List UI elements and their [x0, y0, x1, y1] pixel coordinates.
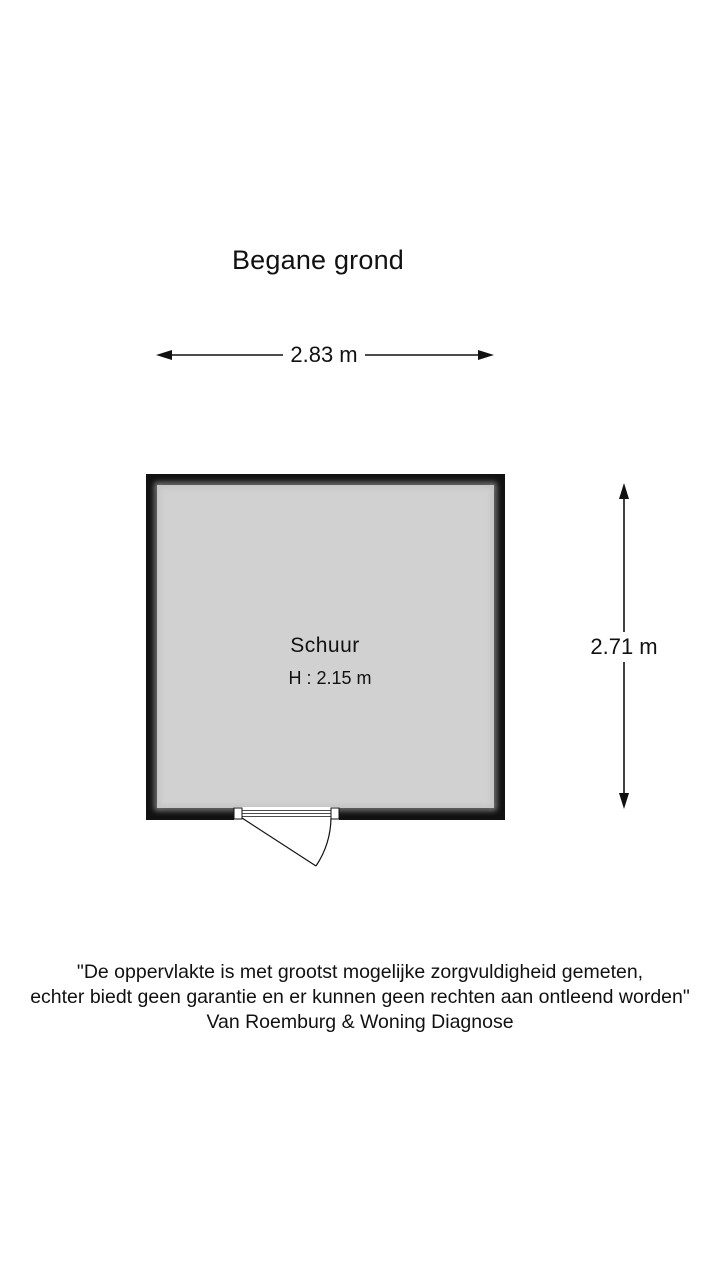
width-dimension-label: 2.83 m: [283, 340, 365, 370]
room-name: Schuur: [290, 634, 360, 657]
room-height: H : 2.15 m: [288, 668, 372, 688]
height-dimension-label: 2.71 m: [582, 632, 666, 662]
disclaimer-line-1: "De oppervlakte is met grootst mogelijke zorgvuldigheid gemeten,: [76, 961, 644, 983]
disclaimer-company: Van Roemburg & Woning Diagnose: [206, 1011, 514, 1033]
door: [234, 807, 339, 866]
door-swing-arc: [316, 818, 331, 866]
door-leaf: [242, 818, 316, 866]
floor-title: Begane grond: [231, 245, 405, 275]
disclaimer-line-2: echter biedt geen garantie en er kunnen geen rechten aan ontleend worden": [30, 986, 690, 1008]
disclaimer: [0, 960, 720, 1035]
